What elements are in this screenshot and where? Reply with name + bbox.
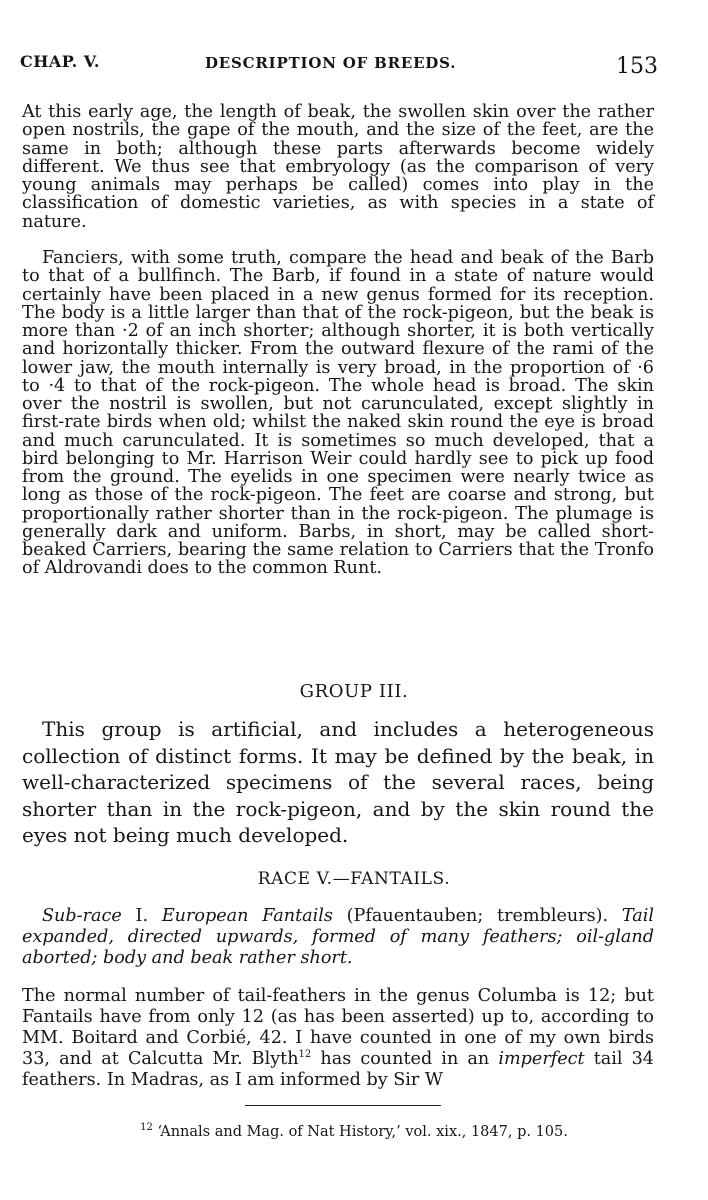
subrace-vernacular-names: (Pfauentauben; trembleurs). [346, 906, 609, 926]
subrace-name: European Fantails [161, 906, 333, 926]
page-number: 153 [616, 54, 658, 79]
paragraph-group-description: This group is artificial, and includes a heterogeneous collection of distinct forms. It may be defined by the beak, in well-characterized specimens of the several races, being shorter than in the rock-pigeon, and by the skin round the eyes not being much developed. [22, 717, 654, 847]
subrace-number: I. [135, 906, 149, 926]
race-heading: RACE V.—FANTAILS. [257, 869, 451, 889]
running-header [20, 50, 656, 80]
paragraph-embryology: At this early age, the length of beak, the swollen skin over the rather open nostrils, the gape of the mouth, and the size of the feet, are the same in both; although these parts afterwards become widely different. We thus see that embryology (as the comparison of very young animals may perhaps be called) comes into play in the classification of domestic varieties, as with species in a state of nature. [22, 102, 654, 232]
tail-text-italic: imperfect [498, 1049, 585, 1069]
paragraph-tail-feathers [22, 986, 654, 1091]
chapter-label: CHAP. V. [20, 52, 100, 71]
group-heading: GROUP III. [299, 681, 409, 702]
footnote-reference[interactable]: 12 [298, 1049, 312, 1061]
tail-text-3: tail 34 feathers. In Madras, as I am informed by Sir W [22, 1049, 654, 1090]
footnote-number: 12 [140, 1122, 153, 1134]
subrace-label: Sub-race [42, 906, 122, 926]
footnote-divider [245, 1105, 441, 1106]
subrace-description [22, 906, 654, 969]
subrace-diagnosis: Tail expanded, directed upwards, formed of many feathers; oil-gland aborted; body and beak rather short. [22, 906, 654, 968]
running-title: DESCRIPTION OF BREEDS. [205, 54, 457, 72]
tail-text-2: has counted in an [311, 1049, 490, 1069]
footnote-text: ‘Annals and Mag. of Nat History,’ vol. xix., 1847, p. 105. [152, 1124, 568, 1140]
paragraph-barb: Fanciers, with some truth, compare the head and beak of the Barb to that of a bullfinch. The Barb, if found in a state of nature would certainly have been placed in a new genus formed for its reception. The body is a little larger than that of the rock-pigeon, but the beak is more than ·2 of an inch shorter; although shorter, it is both vertically and horizontally thicker. From the outward flexure of the rami of the lower jaw, the mouth internally is very broad, in the proportion of ·6 to ·4 to that of the rock-pigeon. The whole head is broad. The skin over the nostril is swollen, but not carunculated, except slightly in first-rate birds when old; whilst the naked skin round the eye is broad and much carunculated. It is sometimes so much developed, that a bird belonging to Mr. Harrison Weir could hardly see to pick up food from the ground. The eyelids in one specimen were nearly twice as long as those of the rock-pigeon. The feet are coarse and strong, but proportionally rather shorter than in the rock-pigeon. The plumage is generally dark and uniform. Barbs, in short, may be called short-beaked Carriers, bearing the same relation to Carriers that the Tronfo of Aldrovandi does to the common Runt. [22, 248, 654, 579]
footnote [0, 1124, 708, 1140]
tail-text-1: The normal number of tail-feathers in the genus Columba is 12; but Fantails have from only 12 (as has been asserted) up to, according to MM. Boitard and Corbié, 42. I have counted in one of my own birds 33, and at Calcutta Mr. Blyth [22, 986, 654, 1069]
